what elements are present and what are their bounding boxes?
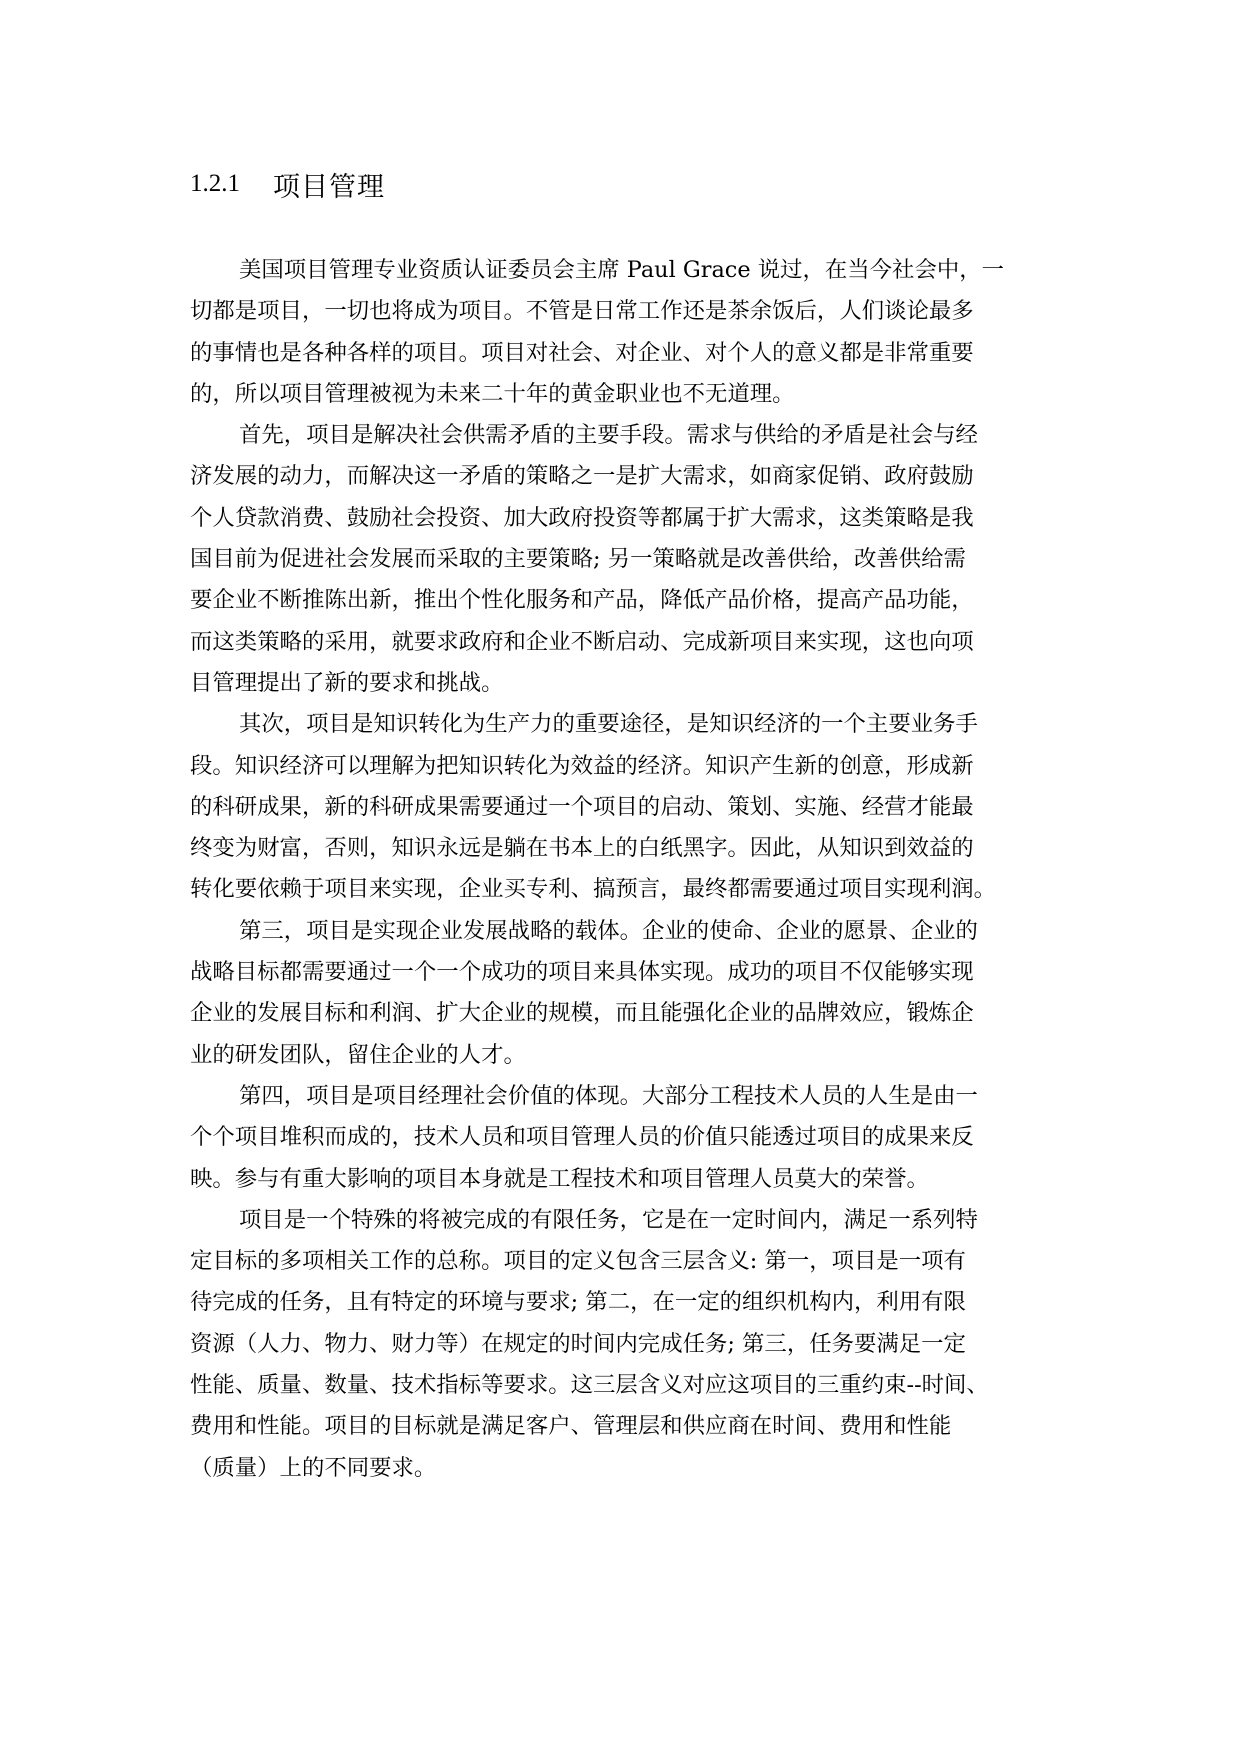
paragraph-line: 资源（人力、物力、财力等）在规定的时间内完成任务; 第三，任务要满足一定 (190, 1330, 966, 1357)
paragraph-line: 定目标的多项相关工作的总称。项目的定义包含三层含义: 第一，项目是一项有 (190, 1248, 966, 1275)
paragraph-line: 济发展的动力，而解决这一矛盾的策略之一是扩大需求，如商家促销、政府鼓励 (190, 463, 974, 490)
paragraph-line: 国目前为促进社会发展而采取的主要策略; 另一策略就是改善供给，改善供给需 (190, 546, 966, 573)
paragraph-line: 的事情也是各种各样的项目。项目对社会、对企业、对个人的意义都是非常重要 (190, 339, 974, 366)
paragraph-line: 企业的发展目标和利润、扩大企业的规模，而且能强化企业的品牌效应，锻炼企 (190, 1000, 974, 1027)
paragraph-line: 其次，项目是知识转化为生产力的重要途径，是知识经济的一个主要业务手 (239, 711, 978, 738)
paragraph-line: 终变为财富，否则，知识永远是躺在书本上的白纸黑字。因此，从知识到效益的 (190, 835, 974, 862)
section-title: 项目管理 (273, 171, 385, 203)
paragraph-line: 段。知识经济可以理解为把知识转化为效益的经济。知识产生新的创意，形成新 (190, 752, 974, 779)
paragraph-line: 业的研发团队，留住企业的人才。 (190, 1041, 526, 1068)
section-number: 1.2.1 (190, 170, 240, 197)
paragraph-4 (190, 911, 1052, 1076)
paragraph-5 (190, 1076, 1052, 1200)
paragraph-line: 目管理提出了新的要求和挑战。 (190, 669, 504, 696)
paragraph-line: 要企业不断推陈出新，推出个性化服务和产品，降低产品价格，提高产品功能， (190, 587, 974, 614)
paragraph-6 (190, 1200, 1052, 1489)
paragraph-line: 费用和性能。项目的目标就是满足客户、管理层和供应商在时间、费用和性能 (190, 1413, 952, 1440)
paragraph-line: 的，所以项目管理被视为未来二十年的黄金职业也不无道理。 (190, 380, 795, 407)
paragraph-line: 美国项目管理专业资质认证委员会主席 Paul Grace 说过，在当今社会中，一 (239, 257, 1005, 283)
paragraph-line: 而这类策略的采用，就要求政府和企业不断启动、完成新项目来实现，这也向项 (190, 628, 974, 655)
paragraph-line: 第三，项目是实现企业发展战略的载体。企业的使命、企业的愿景、企业的 (239, 917, 978, 944)
paragraph-line: 首先，项目是解决社会供需矛盾的主要手段。需求与供给的矛盾是社会与经 (239, 422, 978, 449)
paragraph-2 (190, 415, 1052, 704)
paragraph-line: 性能、质量、数量、技术指标等要求。这三层含义对应这项目的三重约束--时间、 (190, 1372, 989, 1399)
paragraph-line: 的科研成果，新的科研成果需要通过一个项目的启动、策划、实施、经营才能最 (190, 793, 974, 820)
paragraph-line: 个人贷款消费、鼓励社会投资、加大政府投资等都属于扩大需求，这类策略是我 (190, 504, 974, 531)
paragraph-3 (190, 704, 1052, 910)
paragraph-line: 第四，项目是项目经理社会价值的体现。大部分工程技术人员的人生是由一 (239, 1082, 978, 1109)
paragraph-line: （质量）上的不同要求。 (190, 1454, 437, 1481)
paragraph-line: 映。参与有重大影响的项目本身就是工程技术和项目管理人员莫大的荣誉。 (190, 1165, 929, 1192)
document-body (190, 250, 1052, 1489)
paragraph-line: 项目是一个特殊的将被完成的有限任务，它是在一定时间内，满足一系列特 (239, 1206, 978, 1233)
paragraph-line: 切都是项目，一切也将成为项目。不管是日常工作还是茶余饭后，人们谈论最多 (190, 298, 974, 325)
paragraph-line: 待完成的任务，且有特定的环境与要求; 第二，在一定的组织机构内，利用有限 (190, 1289, 966, 1316)
paragraph-line: 战略目标都需要通过一个一个成功的项目来具体实现。成功的项目不仅能够实现 (190, 959, 974, 986)
section-heading (190, 162, 385, 206)
paragraph-line: 个个项目堆积而成的，技术人员和项目管理人员的价值只能透过项目的成果来反 (190, 1124, 974, 1151)
paragraph-1 (190, 250, 1052, 415)
paragraph-line: 转化要依赖于项目来实现，企业买专利、搞预言，最终都需要通过项目实现利润。 (190, 876, 997, 903)
